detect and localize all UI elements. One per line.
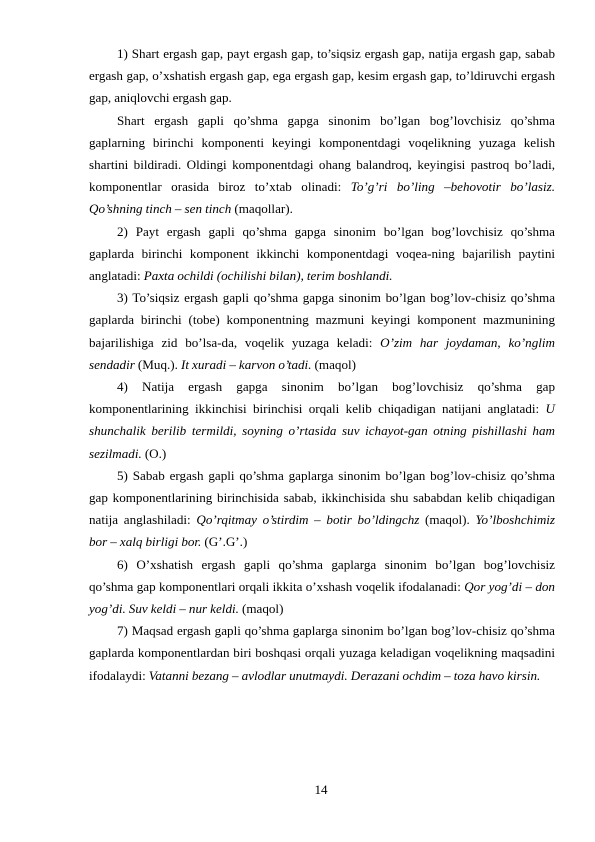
paragraph-text: 1) Shart ergash gap, payt ergash gap, to’siqsiz ergash gap, natija ergash gap, sabab ergash gap, o’xshatish ergash gap, ega ergash gap, kesim ergash gap, to’ldiruvchi ergash gap, aniqlovchi ergash gap. [89, 46, 555, 106]
paragraph-text: (maqol) [238, 601, 284, 617]
example-text: Qor yog’di – don yog’di. Suv keldi – nur keldi. [89, 578, 555, 617]
example-text: Vatanni bezang – avlodlar unutmaydi. Derazani ochdim – toza havo kirsin. [148, 667, 541, 683]
example-text: Qo’rqitmay o’stirdim – botir bo’ldingchz [196, 512, 420, 528]
paragraph-text: (maqol). [419, 512, 476, 528]
paragraph-text: (G’.G’.) [201, 534, 248, 550]
paragraph [89, 110, 555, 221]
paragraph-text: 4) Natija ergash gapga sinonim bo’lgan bog’lovchisiz qo’shma gap komponentlarining ikkinchisi birinchisi orqali kelib chiqadigan natijani anglatadi: [89, 379, 555, 417]
paragraph-text: 6) O’xshatish ergash gapli qo’shma gaplarga sinonim bo’lgan bog’lovchisiz qo’shma gap komponentlari orqali ikkita o’xshash voqelik ifodalanadi: [89, 556, 555, 594]
paragraph-text: Shart ergash gapli qo’shma gapga sinonim bo’lgan bog’lovchisiz qo’shma gaplarning birinchi komponenti keyingi komponentdagi voqelikning yuzaga kelish shartini bildiradi. Oldingi komponentdagi ohang balandroq, keyingisi pastroq bo’ladi, komponentlar orasida biroz to’xtab olinadi: [89, 112, 555, 195]
paragraph-text: (maqol) [311, 356, 356, 372]
example-text: To’g’ri bo’ling –behovotir bo’lasiz. Qo’shning tinch – sen tinch [89, 179, 555, 217]
example-text: Yo’lboshchimiz bor – xalq birligi bor. [89, 512, 556, 550]
body-text [89, 43, 555, 687]
paragraph [89, 287, 555, 376]
example-text: U shunchalik berilib termildi, soyning o’rtasida suv ichayot-gan otning pishillashi ham sezilmadi. [89, 401, 555, 461]
paragraph-text: (maqollar). [231, 201, 293, 217]
paragraph [89, 376, 555, 465]
example-text: Paxta ochildi (ochilishi bilan), terim boshlandi. [143, 268, 393, 284]
example-text: O’zim har joydaman, ko’nglim sendadir [89, 334, 555, 372]
paragraph-text: 3) To’siqsiz ergash gapli qo’shma gapga sinonim bo’lgan bog’lov-chisiz qo’shma gaplarda birinchi (tobe) komponentning mazmuni keyingi komponent mazmunining bajarilishiga zid bo’lsa-da, voqelik yuzaga keladi: [89, 290, 555, 350]
paragraph [89, 43, 555, 110]
page-number: 14 [314, 782, 328, 797]
paragraph-text: 7) Maqsad ergash gapli qo’shma gaplarga sinonim bo’lgan bog’lov-chisiz qo’shma gaplarda komponentlardan biri boshqasi orqali yuzaga keladigan voqelikning maqsadini ifodalaydi: [89, 623, 555, 683]
example-text: It xuradi – karvon o’tadi. [180, 356, 312, 372]
paragraph-text: (Muq.). [134, 356, 181, 372]
paragraph [89, 221, 555, 288]
paragraph [89, 465, 555, 554]
paragraph-text: (O.) [141, 445, 167, 461]
paragraph-text: 5) Sabab ergash gapli qo’shma gaplarga sinonim bo’lgan bog’lov-chisiz qo’shma gap komponentlarining birinchisida sabab, ikkinchisida shu sababdan kelib chiqadigan natija anglashiladi: [89, 467, 555, 528]
paragraph [89, 620, 555, 687]
paragraph-text: 2) Payt ergash gapli qo’shma gapga sinonim bo’lgan bog’lovchisiz qo’shma gaplarda birinchi komponent ikkinchi komponentdagi voqea-ning bajarilish paytini anglatadi: [89, 223, 555, 284]
paragraph [89, 554, 555, 621]
